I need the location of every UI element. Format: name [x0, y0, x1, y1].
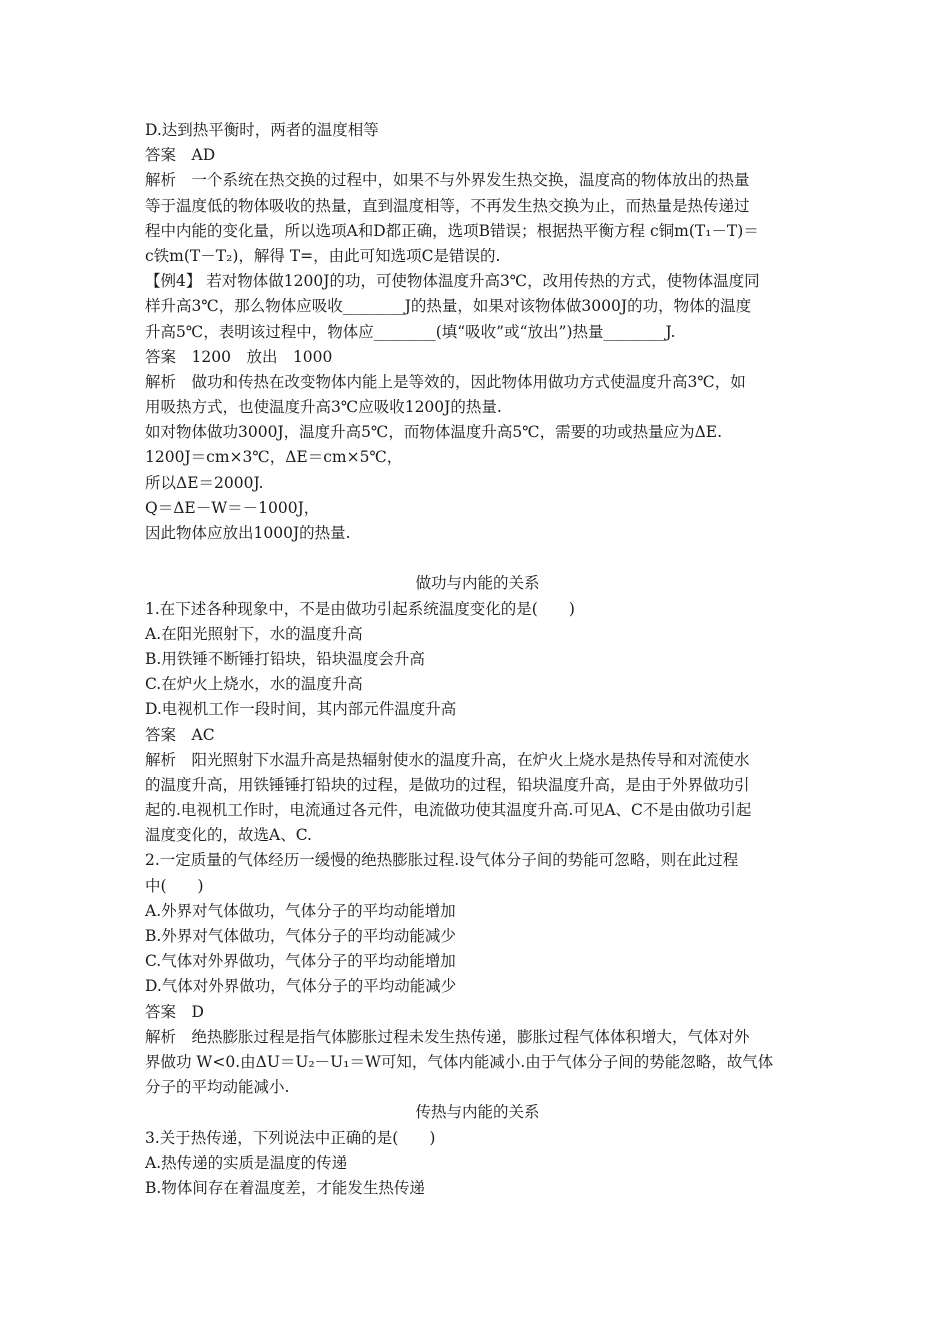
question-2-option-d: D.气体对外界做功，气体分子的平均动能减少 — [145, 977, 457, 996]
analysis-line: 程中内能的变化量，所以选项A和D都正确，选项B错误；根据热平衡方程 c铜m(T₁－T)＝ — [145, 221, 759, 240]
analysis-line: 解析 一个系统在热交换的过程中，如果不与外界发生热交换，温度高的物体放出的热量 — [145, 171, 750, 190]
section-heading: 传热与内能的关系 — [415, 1103, 540, 1122]
conclusion-line: 因此物体应放出1000J的热量. — [145, 524, 351, 542]
question-2-option-c: C.气体对外界做功，气体分子的平均动能增加 — [145, 952, 456, 971]
spacer — [145, 546, 810, 571]
example-4-line: 【例4】 若对物体做1200J的功，可使物体温度升高3℃，改用传热的方式，使物体温度同 — [145, 272, 760, 291]
analysis-line: 如对物体做功3000J，温度升高5℃，而物体温度升高5℃，需要的功或热量应为ΔE. — [145, 423, 722, 442]
analysis-line: 解析 阳光照射下水温升高是热辐射使水的温度升高，在炉火上烧水是热传导和对流使水 — [145, 750, 750, 769]
question-3-option-a: A.热传递的实质是温度的传递 — [145, 1153, 348, 1172]
question-1-option-a: A.在阳光照射下，水的温度升高 — [145, 624, 363, 643]
formula-line: 所以ΔE＝2000J. — [145, 473, 264, 492]
answer-line: 答案 AD — [145, 146, 216, 165]
analysis-line: 界做功 W<0.由ΔU＝U₂－U₁＝W可知，气体内能减小.由于气体分子间的势能忽略，故气体 — [145, 1052, 774, 1071]
formula-line: Q＝ΔE－W＝－1000J， — [145, 498, 320, 517]
answer-line: 答案 AC — [145, 725, 215, 744]
question-2-option-a: A.外界对气体做功，气体分子的平均动能增加 — [145, 901, 456, 920]
analysis-line: 温度变化的，故选A、C. — [145, 826, 312, 845]
question-3-option-b: B.物体间存在着温度差，才能发生热传递 — [145, 1178, 425, 1197]
option-d-line: D.达到热平衡时，两者的温度相等 — [145, 121, 379, 139]
question-1-option-b: B.用铁锤不断锤打铅块，铅块温度会升高 — [145, 649, 425, 668]
document-body — [145, 118, 810, 1201]
analysis-line: 起的.电视机工作时，电流通过各元件，电流做功使其温度升高.可见A、C不是由做功引起 — [145, 801, 752, 820]
question-2-option-b: B.外界对气体做功，气体分子的平均动能减少 — [145, 927, 456, 945]
analysis-line: 用吸热方式，也使温度升高3℃应吸收1200J的热量. — [145, 398, 502, 417]
answer-line: 答案 D — [145, 1002, 204, 1021]
question-1-option-d: D.电视机工作一段时间，其内部元件温度升高 — [145, 700, 457, 719]
analysis-line: 的温度升高，用铁锤锤打铅块的过程，是做功的过程，铅块温度升高，是由于外界做功引 — [145, 775, 750, 794]
answer-line: 答案 1200 放出 1000 — [145, 347, 333, 366]
question-2-stem: 2.一定质量的气体经历一缓慢的绝热膨胀过程.设气体分子间的势能可忽略，则在此过程 — [145, 851, 739, 870]
analysis-line: 解析 做功和传热在改变物体内能上是等效的，因此物体用做功方式使温度升高3℃，如 — [145, 372, 746, 391]
example-4-line: 样升高3℃，那么物体应吸收________J的热量，如果对该物体做3000J的功，物体的温度 — [145, 297, 752, 316]
question-1-option-c: C.在炉火上烧水，水的温度升高 — [145, 675, 363, 694]
analysis-line: c铁m(T－T₂)，解得 T=，由此可知选项C是错误的. — [145, 246, 501, 265]
section-heading: 做功与内能的关系 — [415, 574, 540, 593]
analysis-line: 等于温度低的物体吸收的热量，直到温度相等，不再发生热交换为止，而热量是热传递过 — [145, 196, 750, 215]
question-1-stem: 1.在下述各种现象中，不是由做功引起系统温度变化的是( ) — [145, 599, 575, 618]
example-4-line: 升高5℃，表明该过程中，物体应________(填“吸收”或“放出”)热量________J. — [145, 322, 676, 341]
analysis-line: 解析 绝热膨胀过程是指气体膨胀过程未发生热传递，膨胀过程气体体积增大，气体对外 — [145, 1027, 750, 1046]
question-2-stem: 中( ) — [145, 876, 204, 895]
formula-line: 1200J＝cm×3℃，ΔE＝cm×5℃， — [145, 448, 403, 467]
question-3-stem: 3.关于热传递，下列说法中正确的是( ) — [145, 1128, 436, 1147]
analysis-line: 分子的平均动能减小. — [145, 1078, 290, 1097]
